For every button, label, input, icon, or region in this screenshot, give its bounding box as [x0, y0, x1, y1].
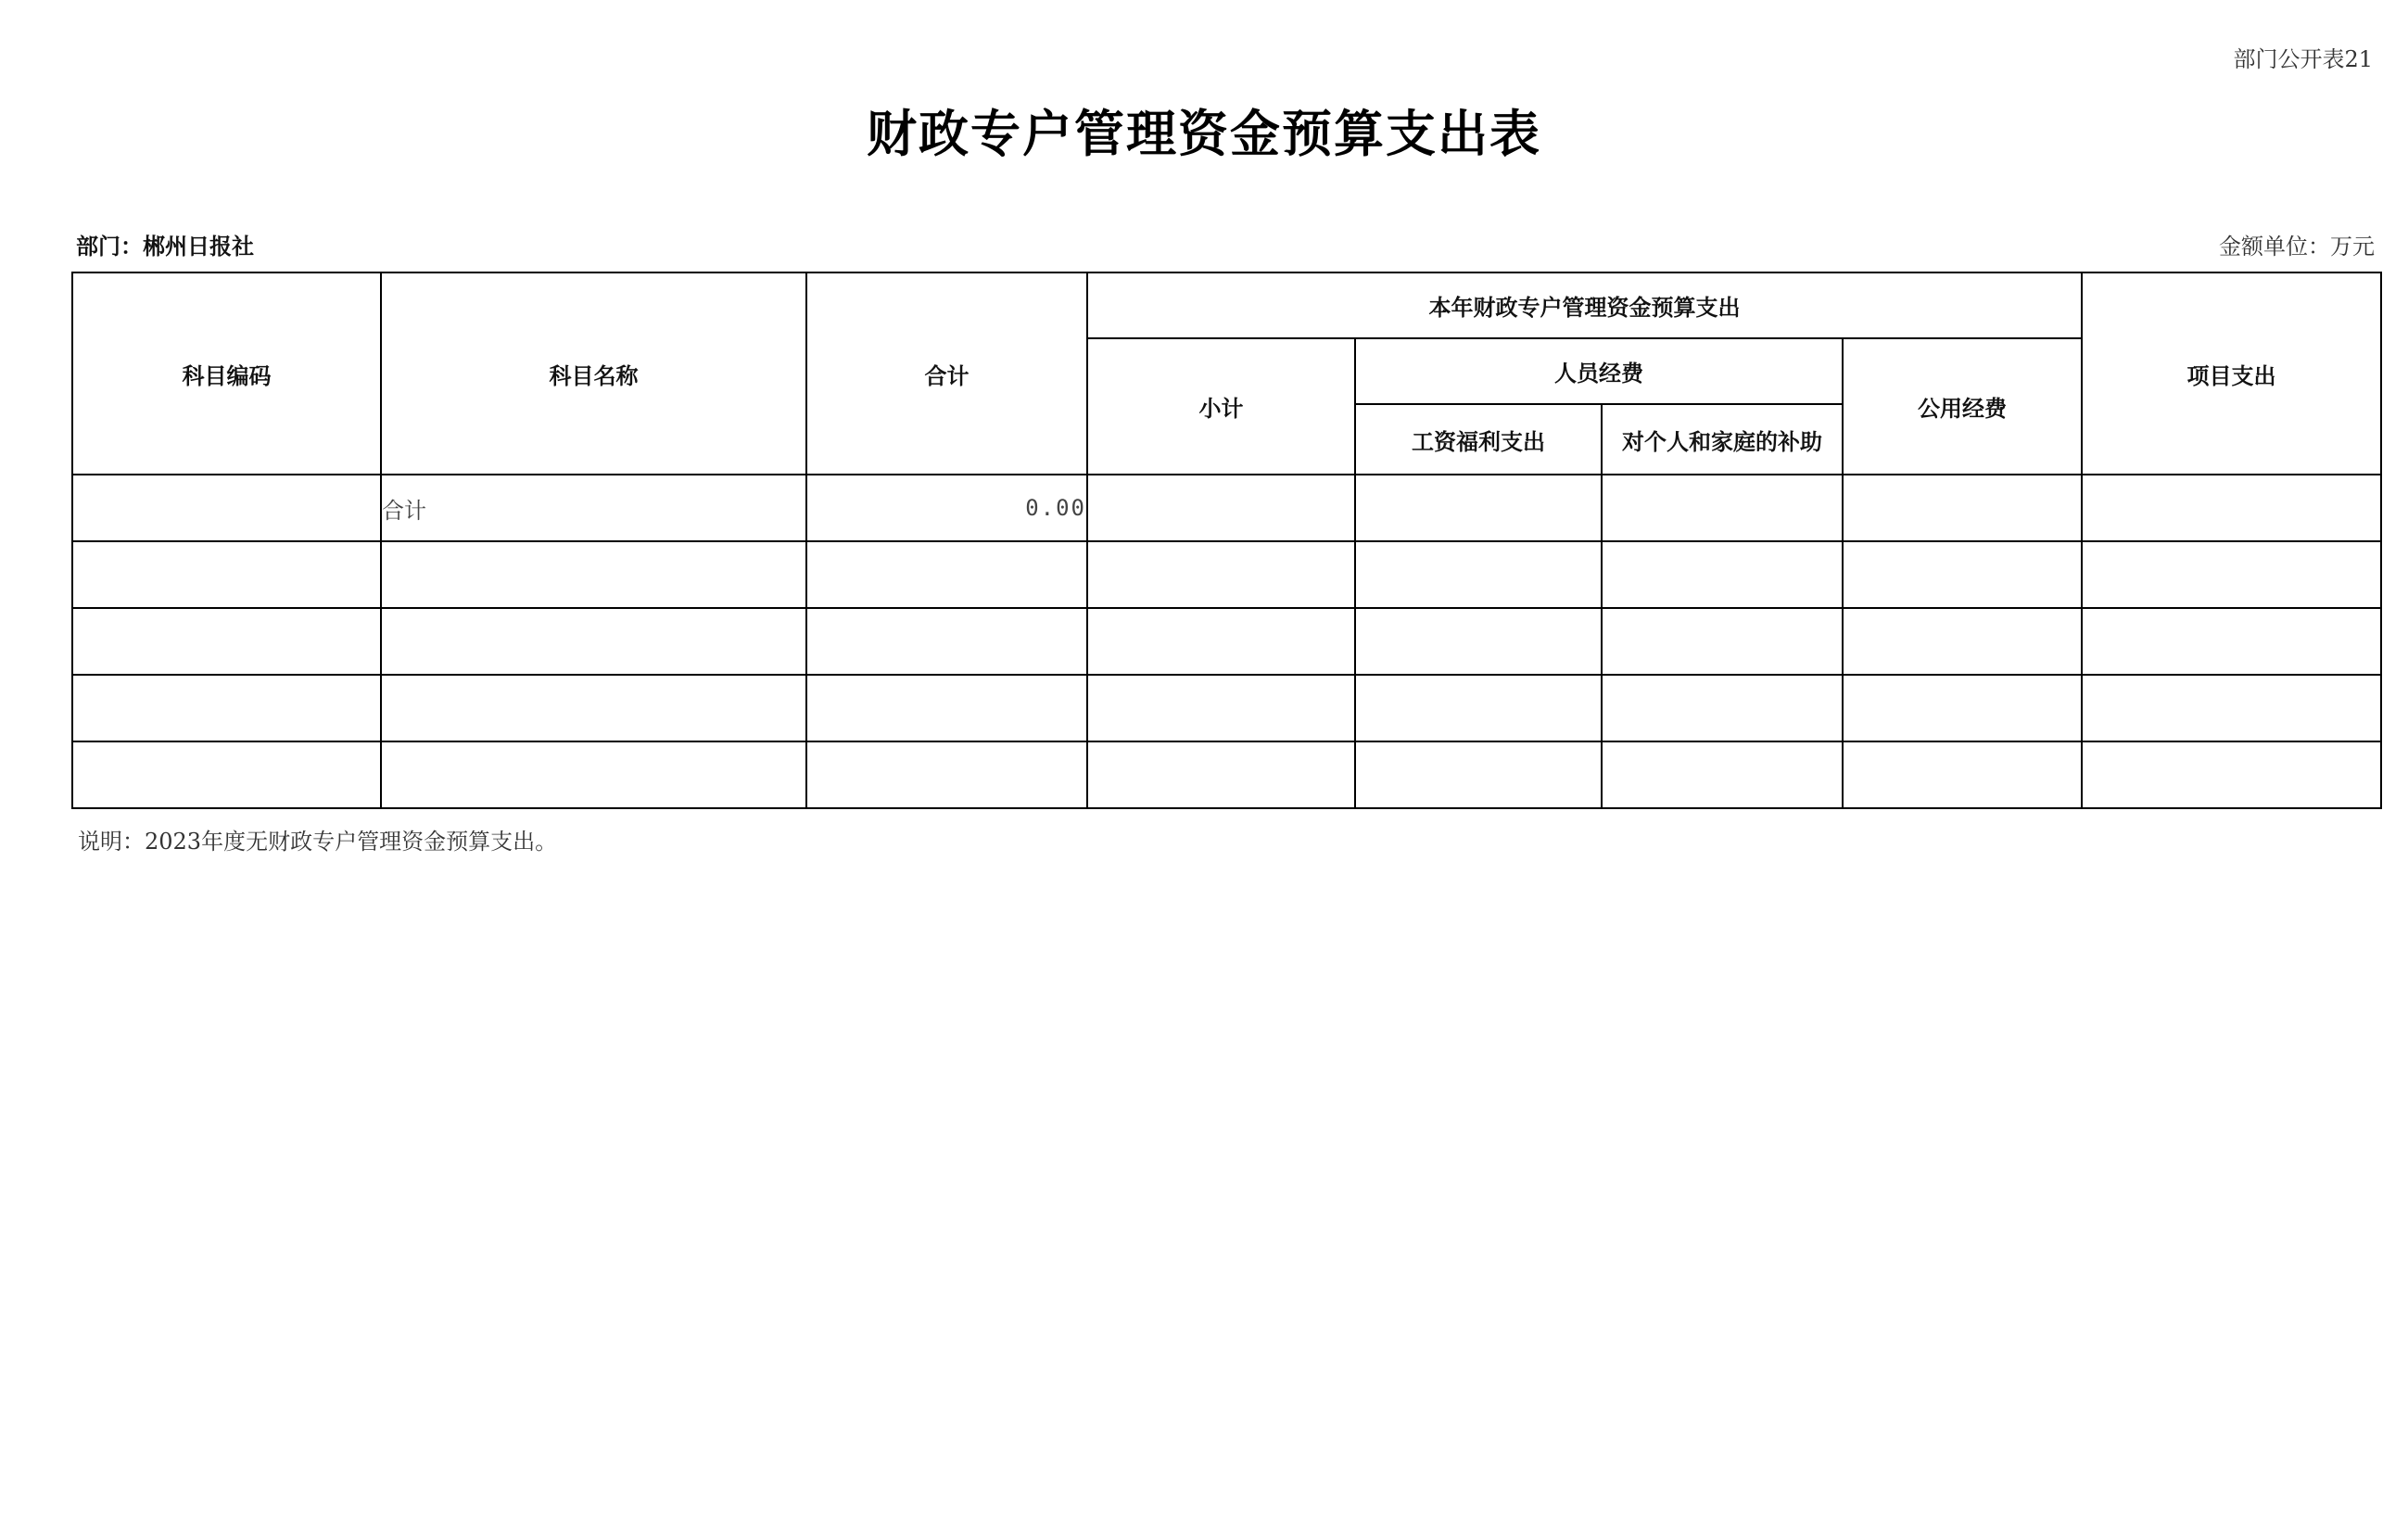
cell-wages — [1355, 541, 1602, 608]
cell-public — [1843, 741, 2082, 808]
table-row — [72, 675, 2381, 741]
cell-name — [381, 608, 806, 675]
header-current-year: 本年财政专户管理资金预算支出 — [1087, 272, 2082, 338]
cell-total — [806, 608, 1087, 675]
cell-public — [1843, 475, 2082, 541]
cell-subtotal — [1087, 541, 1355, 608]
page-title: 财政专户管理资金预算支出表 — [867, 105, 1541, 163]
header-subtotal: 小计 — [1087, 338, 1355, 475]
cell-total — [806, 675, 1087, 741]
cell-name: 合计 — [381, 475, 806, 541]
header-project-expenses: 项目支出 — [2082, 272, 2381, 475]
cell-project — [2082, 541, 2381, 608]
cell-wages — [1355, 741, 1602, 808]
cell-code — [72, 541, 381, 608]
table-row — [72, 475, 2381, 541]
department-value: 郴州日报社 — [143, 234, 254, 260]
cell-subsidy — [1602, 541, 1843, 608]
header-wages-welfare: 工资福利支出 — [1355, 404, 1602, 475]
cell-subsidy — [1602, 675, 1843, 741]
cell-wages — [1355, 608, 1602, 675]
cell-wages — [1355, 475, 1602, 541]
cell-name — [381, 675, 806, 741]
cell-project — [2082, 675, 2381, 741]
cell-code — [72, 675, 381, 741]
cell-subsidy — [1602, 475, 1843, 541]
cell-public — [1843, 608, 2082, 675]
cell-name — [381, 741, 806, 808]
header-individual-family-subsidy: 对个人和家庭的补助 — [1602, 404, 1843, 475]
cell-total — [806, 741, 1087, 808]
cell-project — [2082, 475, 2381, 541]
cell-subtotal — [1087, 475, 1355, 541]
header-total: 合计 — [806, 272, 1087, 475]
table-row — [72, 741, 2381, 808]
cell-code — [72, 608, 381, 675]
cell-subtotal — [1087, 741, 1355, 808]
department-line — [76, 228, 254, 260]
header-personnel: 人员经费 — [1355, 338, 1843, 404]
cell-public — [1843, 675, 2082, 741]
header-subject-name: 科目名称 — [381, 272, 806, 475]
header-public-expenses: 公用经费 — [1843, 338, 2082, 475]
cell-subtotal — [1087, 608, 1355, 675]
cell-code — [72, 475, 381, 541]
cell-project — [2082, 741, 2381, 808]
cell-code — [72, 741, 381, 808]
cell-subsidy — [1602, 741, 1843, 808]
table-row — [72, 608, 2381, 675]
cell-total: 0.00 — [806, 475, 1087, 541]
cell-subtotal — [1087, 675, 1355, 741]
cell-name — [381, 541, 806, 608]
cell-public — [1843, 541, 2082, 608]
cell-wages — [1355, 675, 1602, 741]
header-subject-code: 科目编码 — [72, 272, 381, 475]
cell-subsidy — [1602, 608, 1843, 675]
department-label: 部门： — [76, 234, 143, 260]
footnote: 说明：2023年度无财政专户管理资金预算支出。 — [78, 829, 558, 855]
unit-label: 金额单位：万元 — [2219, 234, 2375, 260]
cell-project — [2082, 608, 2381, 675]
form-code: 部门公开表21 — [2233, 46, 2373, 72]
table-row — [72, 541, 2381, 608]
budget-table — [71, 272, 2382, 809]
cell-total — [806, 541, 1087, 608]
